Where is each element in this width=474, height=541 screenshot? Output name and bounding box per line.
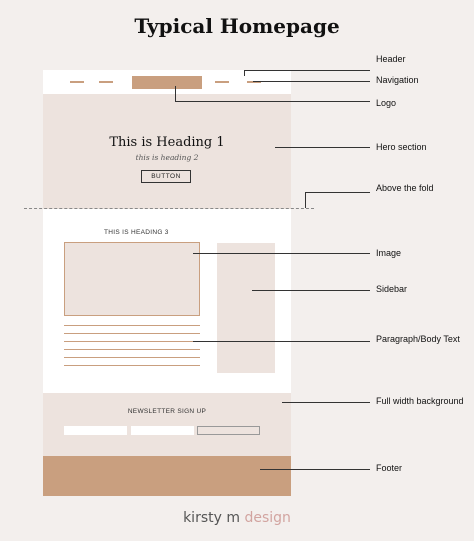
wireframe-logo xyxy=(132,76,202,89)
label-hero-section: Hero section xyxy=(376,142,427,152)
label-navigation: Navigation xyxy=(376,75,419,85)
hero-button[interactable]: BUTTON xyxy=(141,170,191,183)
newsletter-email-field[interactable] xyxy=(131,426,194,435)
body-text-line xyxy=(64,357,200,358)
content-heading-3: THIS IS HEADING 3 xyxy=(104,229,169,236)
wireframe-newsletter xyxy=(43,393,291,456)
newsletter-name-field[interactable] xyxy=(64,426,127,435)
header-leader-line xyxy=(244,70,370,71)
wireframe-image xyxy=(64,242,200,316)
sidebar-leader-line xyxy=(252,290,370,291)
footer-leader-line xyxy=(260,469,370,470)
logo-leader-line xyxy=(175,101,370,102)
label-header: Header xyxy=(376,54,406,64)
newsletter-label: NEWSLETTER SIGN UP xyxy=(127,408,207,415)
body-text-line xyxy=(64,365,200,366)
image-leader-line xyxy=(193,253,370,254)
fold-leader-line xyxy=(305,192,370,193)
wireframe-footer xyxy=(43,456,291,496)
logo-leader-line xyxy=(175,86,176,101)
brand-accent: design xyxy=(244,510,291,526)
nav-item xyxy=(99,81,113,83)
hero-leader-line xyxy=(275,147,370,148)
nav-item xyxy=(70,81,84,83)
label-footer: Footer xyxy=(376,463,403,473)
body-text-line xyxy=(64,325,200,326)
header-leader-line xyxy=(244,70,245,76)
body-text-line xyxy=(64,333,200,334)
fold-line xyxy=(24,208,314,209)
wireframe-sidebar xyxy=(217,243,275,373)
hero-heading-1: This is Heading 1 xyxy=(109,135,225,150)
label-paragraph-body-text: Paragraph/Body Text xyxy=(376,334,460,344)
diagram-title: Typical Homepage xyxy=(134,14,340,38)
newsletter-submit-button[interactable] xyxy=(197,426,260,435)
paragraph-leader-line xyxy=(193,341,370,342)
wireframe-hero xyxy=(43,94,291,209)
body-text-line xyxy=(64,349,200,350)
label-image: Image xyxy=(376,248,402,258)
label-sidebar: Sidebar xyxy=(376,284,408,294)
hero-heading-2: this is heading 2 xyxy=(135,153,199,162)
brand-name: kirsty m xyxy=(183,510,240,526)
label-logo: Logo xyxy=(376,98,397,108)
fold-leader-line xyxy=(305,192,306,208)
brand-logo xyxy=(0,510,474,526)
nav-item xyxy=(215,81,229,83)
full-width-leader-line xyxy=(282,402,370,403)
body-text-line xyxy=(64,341,200,342)
label-full-width-background: Full width background xyxy=(376,396,464,406)
label-above-the-fold: Above the fold xyxy=(376,183,434,193)
navigation-leader-line xyxy=(253,81,370,82)
